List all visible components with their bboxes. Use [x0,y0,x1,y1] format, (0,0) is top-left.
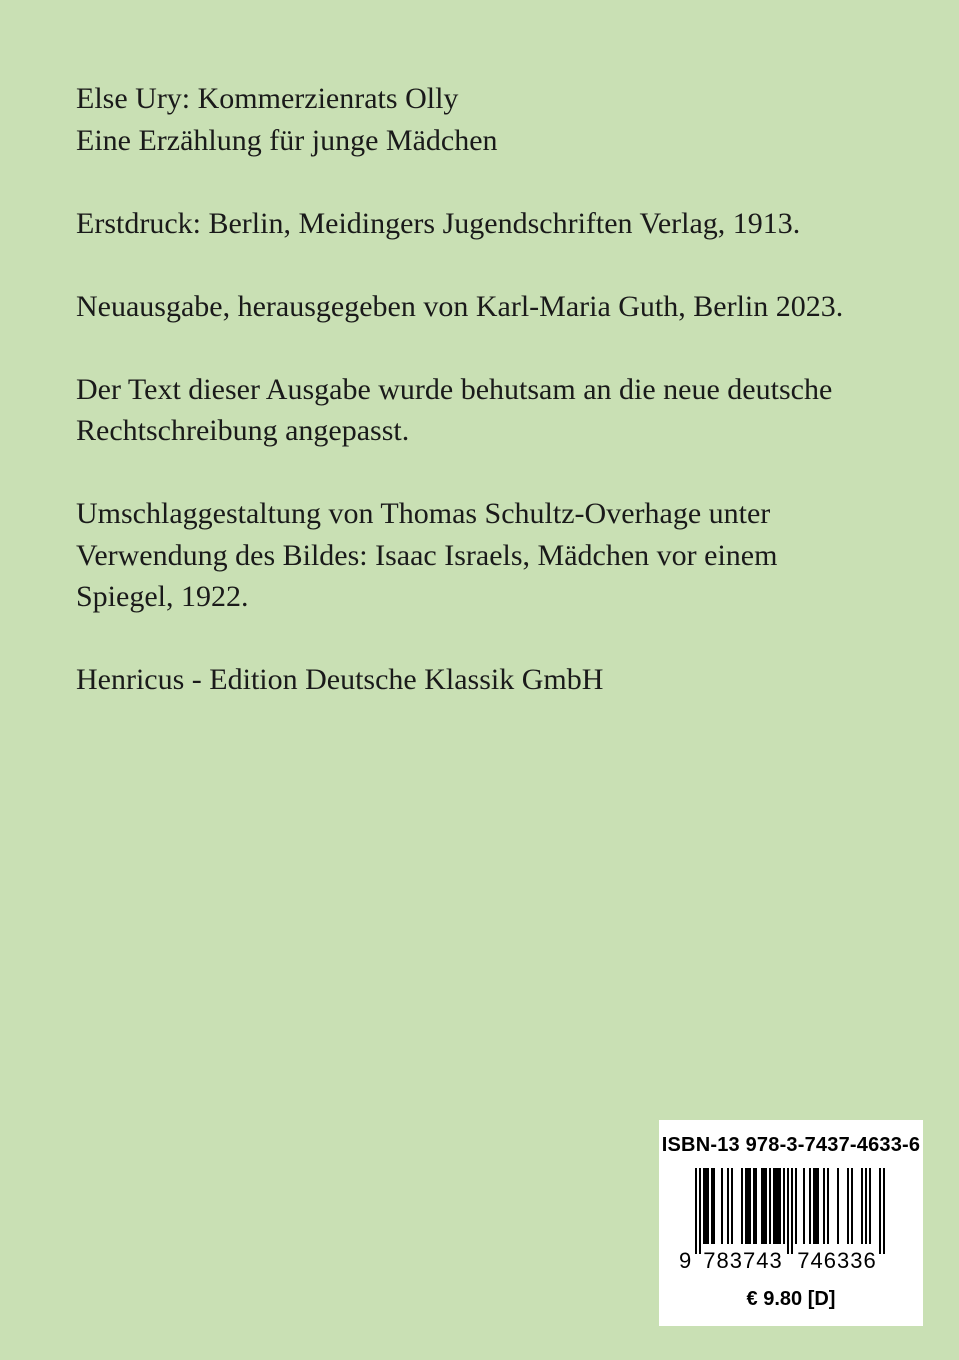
barcode-bar [747,1168,749,1244]
barcode-bar [705,1168,707,1244]
barcode-bar [865,1168,867,1244]
barcode-guard-bar [787,1168,789,1254]
barcode-bar [779,1168,781,1244]
first-print-line: Erstdruck: Berlin, Meidingers Jugendschriften Verlag, 1913. [76,206,801,240]
barcode-bar [803,1168,805,1244]
new-edition-line: Neuausgabe, herausgegeben von Karl-Maria Guth, Berlin 2023. [76,289,844,323]
barcode-bar [703,1168,705,1244]
barcode-bar [817,1168,819,1244]
barcode-bar [809,1168,811,1244]
barcode-bar [795,1168,797,1244]
barcode-bar [763,1168,765,1244]
barcode-bar [823,1168,825,1244]
barcode-bar [813,1168,815,1244]
price-label: € 9.80 [D] [746,1288,836,1310]
barcode-bar [755,1168,757,1244]
barcode-bar [769,1168,771,1244]
barcode-bar [783,1168,785,1244]
barcode-bar [741,1168,743,1244]
barcode-bar [727,1168,729,1244]
barcode-bars [695,1168,885,1254]
barcode-bar [775,1168,777,1244]
barcode-guard-bar [699,1168,701,1254]
barcode-bar [851,1168,853,1244]
new-edition-paragraph [76,286,896,328]
barcode-bar [731,1168,733,1244]
imprint-text [76,78,896,742]
isbn-label: ISBN-13 978-3-7437-4633-6 [661,1134,921,1156]
orthography-line-1: Der Text dieser Ausgabe wurde behutsam an die neue deutsche [76,372,833,406]
barcode-bar [773,1168,775,1244]
barcode-guard-bar [879,1168,881,1254]
barcode-digits-left: 783743 [703,1248,783,1273]
barcode-bar [711,1168,713,1244]
barcode-digits-right: 746336 [797,1248,877,1273]
publisher-line: Henricus - Edition Deutsche Klassik GmbH [76,663,604,696]
subtitle-line: Eine Erzählung für junge Mädchen [76,123,498,157]
cover-design-line-1: Umschlaggestaltung von Thomas Schultz-Overhage unter [76,497,771,530]
orthography-paragraph [76,369,896,452]
barcode-bar [721,1168,723,1244]
barcode-bar [765,1168,767,1244]
barcode-bar [745,1168,747,1244]
ean13-barcode [679,1168,903,1276]
publisher-paragraph [76,659,896,701]
barcode-box [659,1120,923,1326]
barcode-bar [869,1168,871,1244]
first-print-paragraph [76,203,896,245]
barcode-guard-bar [883,1168,885,1254]
barcode-guard-bar [695,1168,697,1254]
title-line: Else Ury: Kommerzienrats Olly [76,82,459,115]
barcode-bar [827,1168,829,1244]
barcode-bar [753,1168,755,1244]
barcode-bar [707,1168,709,1244]
cover-design-line-2: Verwendung des Bildes: Isaac Israels, Mädchen vor einem [76,538,778,572]
barcode-bar [761,1168,763,1244]
barcode-bar [837,1168,839,1244]
barcode-digit-first: 9 [679,1248,692,1273]
barcode-bar [847,1168,849,1244]
title-paragraph [76,78,896,161]
barcode-bar [815,1168,817,1244]
cover-design-line-3: Spiegel, 1922. [76,580,249,613]
barcode-bar [861,1168,863,1244]
barcode-bar [749,1168,751,1244]
barcode-bar [713,1168,715,1244]
barcode-guard-bar [791,1168,793,1254]
barcode-bar [777,1168,779,1244]
cover-design-paragraph [76,493,896,618]
orthography-line-2: Rechtschreibung angepasst. [76,414,410,447]
